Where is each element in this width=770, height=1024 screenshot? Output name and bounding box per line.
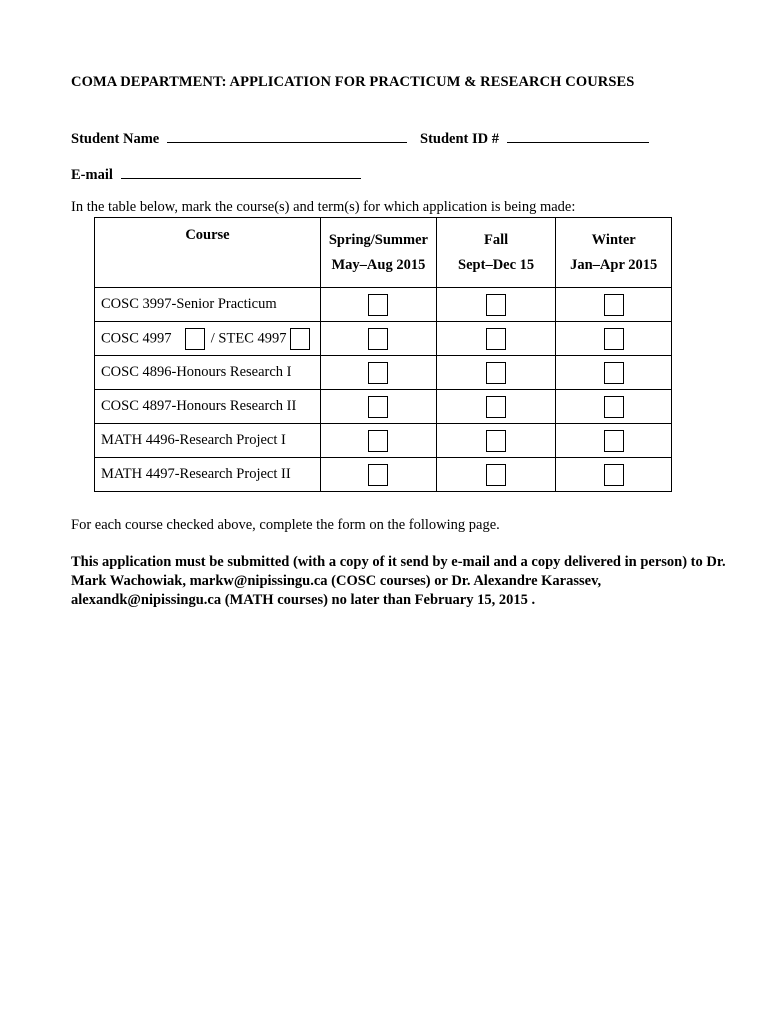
winter-checkbox[interactable] [604,294,624,316]
student-name-label: Student Name [71,131,160,147]
spring-checkbox[interactable] [368,362,388,384]
winter-checkbox[interactable] [604,464,624,486]
header-fall [436,218,556,288]
course-cell: COSC 4897-Honours Research II [95,390,321,424]
cosc-4997-label: COSC 4997 [101,329,172,346]
form-title: COMA DEPARTMENT: APPLICATION FOR PRACTICUM & RESEARCH COURSES [71,74,635,90]
table-row [95,322,672,356]
fall-checkbox[interactable] [486,294,506,316]
course-cell [95,322,321,356]
fall-checkbox[interactable] [486,362,506,384]
header-course-label: Course [185,227,230,243]
email-row [71,164,361,184]
fall-checkbox[interactable] [486,430,506,452]
table-row [95,424,672,458]
course-cell: COSC 4896-Honours Research I [95,356,321,390]
student-name-row [71,128,407,148]
header-spring-dates: May–Aug 2015 [331,256,426,273]
header-fall-dates: Sept–Dec 15 [458,256,535,273]
cosc-4997-checkbox[interactable] [185,328,205,350]
fall-checkbox[interactable] [486,328,506,350]
header-winter-label: Winter [591,231,636,248]
stec-4997-checkbox[interactable] [290,328,310,350]
winter-checkbox[interactable] [604,396,624,418]
table-row [95,390,672,424]
header-spring-label: Spring/Summer [328,231,428,248]
spring-checkbox[interactable] [368,430,388,452]
header-winter-dates: Jan–Apr 2015 [570,256,658,273]
stec-4997-label: / STEC 4997 [210,329,287,346]
header-course [95,218,321,288]
spring-checkbox[interactable] [368,396,388,418]
email-label: E-mail [71,167,113,183]
fall-checkbox[interactable] [486,464,506,486]
table-row [95,288,672,322]
submission-instructions: This application must be submitted (with a copy of it send by e-mail and a copy delivered in person) to Dr. Mark Wachowiak, markw@nipissingu.ca (COSC courses) or Dr. Alexandre Karassev, alexandk@nipissingu.ca (MATH courses) no later than February 15, 2015 . [71,554,726,608]
email-field[interactable] [121,164,361,179]
table-header-row [95,218,672,288]
course-cell: COSC 3997-Senior Practicum [95,288,321,322]
table-row [95,458,672,492]
winter-checkbox[interactable] [604,362,624,384]
student-id-field[interactable] [507,128,649,143]
spring-checkbox[interactable] [368,294,388,316]
follow-up-note: For each course checked above, complete the form on the following page. [71,517,500,533]
spring-checkbox[interactable] [368,328,388,350]
student-name-field[interactable] [167,128,407,143]
winter-checkbox[interactable] [604,430,624,452]
course-term-table [94,217,672,492]
header-winter [556,218,672,288]
fall-checkbox[interactable] [486,396,506,418]
student-id-label: Student ID # [420,131,499,147]
course-cell: MATH 4496-Research Project I [95,424,321,458]
winter-checkbox[interactable] [604,328,624,350]
spring-checkbox[interactable] [368,464,388,486]
header-fall-label: Fall [484,231,509,248]
header-spring [320,218,436,288]
table-instruction: In the table below, mark the course(s) and term(s) for which application is being made: [71,199,576,215]
table-row [95,356,672,390]
student-id-row [420,128,649,148]
course-cell: MATH 4497-Research Project II [95,458,321,492]
